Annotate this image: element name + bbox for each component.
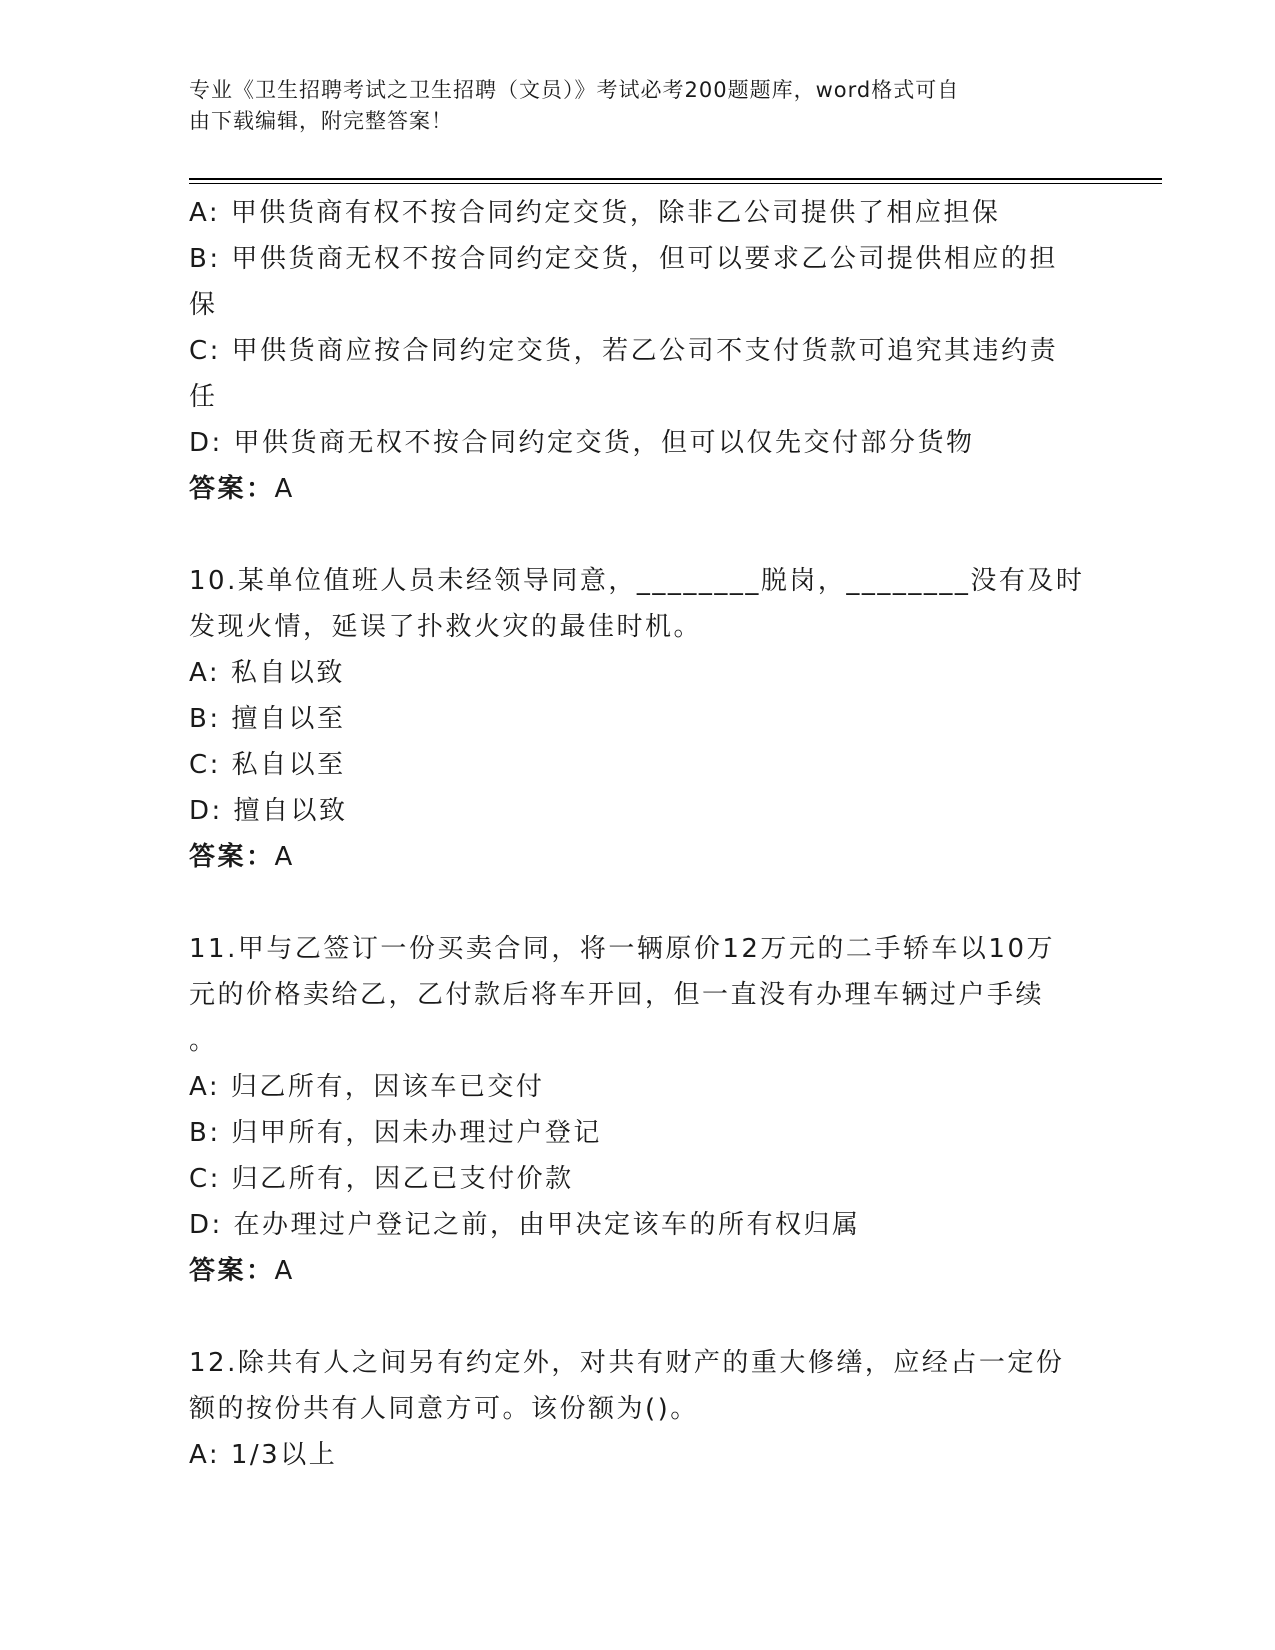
option-b: B: 甲供货商无权不按合同约定交货，但可以要求乙公司提供相应的担 — [189, 244, 1058, 274]
header-divider-thin — [189, 183, 1162, 184]
option-d: D: 擅自以致 — [189, 796, 348, 826]
option-c-continued: 任 — [189, 382, 218, 412]
option-c: C: 甲供货商应按合同约定交货，若乙公司不支付货款可追究其违约责 — [189, 336, 1059, 366]
answer-label: 答案： — [189, 474, 275, 504]
question-spacer — [189, 1294, 1079, 1340]
option-b-continued: 保 — [189, 290, 218, 320]
document-header — [189, 75, 1069, 137]
question-10 — [189, 558, 1085, 880]
option-b: B: 擅自以至 — [189, 704, 346, 734]
answer-label: 答案： — [189, 842, 275, 872]
question-9 — [189, 190, 1079, 512]
question-stem-continued: 元的价格卖给乙，乙付款后将车开回，但一直没有办理车辆过户手续 — [189, 980, 1045, 1010]
header-divider-thick — [189, 178, 1162, 180]
question-spacer — [189, 880, 1079, 926]
option-c: C: 私自以至 — [189, 750, 346, 780]
question-11 — [189, 926, 1079, 1294]
option-d: D: 在办理过户登记之前，由甲决定该车的所有权归属 — [189, 1210, 861, 1240]
question-stem: 11.甲与乙签订一份买卖合同，将一辆原价12万元的二手轿车以10万 — [189, 934, 1056, 964]
header-title-line-2: 由下载编辑，附完整答案！ — [189, 109, 453, 133]
answer-label: 答案： — [189, 1256, 275, 1286]
answer-value: A — [274, 842, 295, 872]
question-stem: 12.除共有人之间另有约定外，对共有财产的重大修缮，应经占一定份 — [189, 1348, 1065, 1378]
answer-line — [189, 1248, 1079, 1294]
header-title-line-1: 专业《卫生招聘考试之卫生招聘（文员）》考试必考200题题库，word格式可自 — [189, 78, 960, 102]
answer-line — [189, 466, 1079, 512]
option-a: A: 甲供货商有权不按合同约定交货，除非乙公司提供了相应担保 — [189, 198, 1001, 228]
answer-value: A — [274, 474, 295, 504]
question-12 — [189, 1340, 1079, 1478]
answer-line — [189, 834, 1079, 880]
question-spacer — [189, 512, 1079, 558]
answer-value: A — [274, 1256, 295, 1286]
question-list — [189, 190, 1085, 1478]
option-a: A: 1/3以上 — [189, 1440, 338, 1470]
question-stem-continued: 。 — [189, 1026, 218, 1056]
question-stem-continued: 发现火情，延误了扑救火灾的最佳时机。 — [189, 612, 703, 642]
option-a: A: 私自以致 — [189, 658, 345, 688]
option-d: D: 甲供货商无权不按合同约定交货，但可以仅先交付部分货物 — [189, 428, 975, 458]
question-stem-continued: 额的按份共有人同意方可。该份额为()。 — [189, 1394, 699, 1424]
option-a: A: 归乙所有，因该车已交付 — [189, 1072, 545, 1102]
option-b: B: 归甲所有，因未办理过户登记 — [189, 1118, 602, 1148]
question-stem: 10.某单位值班人员未经领导同意，________脱岗，________没有及时 — [189, 566, 1085, 596]
option-c: C: 归乙所有，因乙已支付价款 — [189, 1164, 574, 1194]
